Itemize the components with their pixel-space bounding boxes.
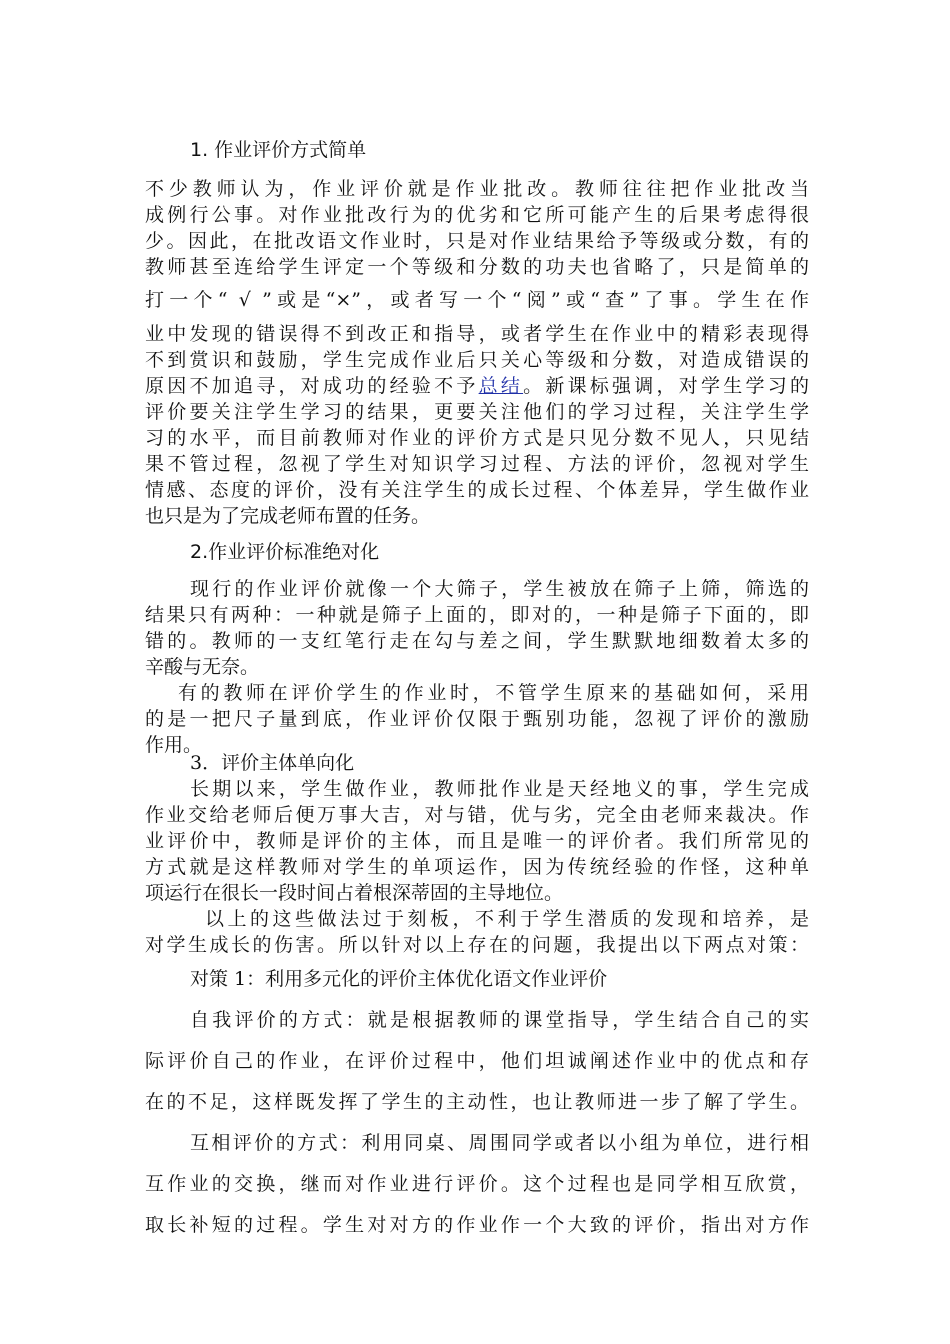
paragraph-line: 项运行在很长一段时间占着根深蒂固的主导地位。 [145, 882, 564, 904]
paragraph-line: 对学生成长的伤害。所以针对以上存在的问题，我提出以下两点对策： [145, 934, 809, 956]
paragraph-line: 成例行公事。对作业批改行为的优劣和它所可能产生的后果考虑得很 [145, 204, 809, 226]
paragraph-line: 作业交给老师后便万事大吉，对与错，优与劣，完全由老师来裁决。作 [145, 804, 809, 826]
paragraph-line: 不到赏识和鼓励，学生完成作业后只关心等级和分数，对造成错误的 [145, 349, 809, 371]
paragraph-line: 打一个“ √ ”或是“×”，或者写一个“阅”或“查”了事。学生在作 [145, 289, 809, 311]
paragraph-line: 业中发现的错误得不到改正和指导，或者学生在作业中的精彩表现得 [145, 323, 809, 345]
paragraph-line: 际评价自己的作业，在评价过程中，他们坦诚阐述作业中的优点和存 [145, 1050, 809, 1072]
section-3-heading: 3．评价主体单向化 [190, 752, 355, 774]
paragraph-line: 果不管过程，忽视了学生对知识学习过程、方法的评价，忽视对学生 [145, 453, 809, 475]
paragraph-line: 现行的作业评价就像一个大筛子，学生被放在筛子上筛，筛选的 [190, 578, 809, 600]
paragraph-line: 在的不足，这样既发挥了学生的主动性，也让教师进一步了解了学生。 [145, 1091, 809, 1113]
text-segment: 原因不加追寻，对成功的经验不予 [145, 375, 479, 397]
paragraph-line: 的是一把尺子量到底，作业评价仅限于甄别功能，忽视了评价的激励 [145, 708, 809, 730]
paragraph-line: 有的教师在评价学生的作业时，不管学生原来的基础如何，采用 [178, 682, 809, 704]
paragraph-line: 作用。 [145, 734, 203, 756]
countermeasure-1-heading: 对策 1：利用多元化的评价主体优化语文作业评价 [190, 968, 608, 990]
paragraph-line: 也只是为了完成老师布置的任务。 [145, 505, 431, 527]
paragraph-line: 业评价中，教师是评价的主体，而且是唯一的评价者。我们所常见的 [145, 830, 809, 852]
paragraph-line: 互相评价的方式：利用同桌、周围同学或者以小组为单位，进行相 [190, 1132, 809, 1154]
text-segment: 。新课标强调，对学生学习的 [523, 375, 809, 397]
paragraph-line: 少。因此，在批改语文作业时，只是对作业结果给予等级或分数，有的 [145, 230, 809, 252]
paragraph-line: 互作业的交换，继而对作业进行评价。这个过程也是同学相互欣赏， [145, 1173, 809, 1195]
paragraph-line: 评价要关注学生学习的结果，更要关注他们的学习过程，关注学生学 [145, 401, 809, 423]
paragraph-line: 长期以来，学生做作业，教师批作业是天经地义的事，学生完成 [190, 778, 809, 800]
paragraph-line: 教师甚至连给学生评定一个等级和分数的功夫也省略了，只是简单的 [145, 256, 809, 278]
paragraph-line: 以上的这些做法过于刻板，不利于学生潜质的发现和培养，是 [205, 908, 809, 930]
paragraph-line: 方式就是这样教师对学生的单项运作，因为传统经验的作怪，这种单 [145, 856, 809, 878]
paragraph-line: 不少教师认为，作业评价就是作业批改。教师往往把作业批改当 [145, 178, 809, 200]
paragraph-line: 取长补短的过程。学生对对方的作业作一个大致的评价，指出对方作 [145, 1214, 809, 1236]
paragraph-line: 错的。教师的一支红笔行走在勾与差之间，学生默默地细数着太多的 [145, 630, 809, 652]
paragraph-line: 情感、态度的评价，没有关注学生的成长过程、个体差异，学生做作业 [145, 479, 809, 501]
summary-link[interactable]: 总结 [478, 375, 524, 397]
section-1-heading: 1. 作业评价方式简单 [190, 139, 367, 161]
paragraph-line: 习的水平，而目前教师对作业的评价方式是只见分数不见人，只见结 [145, 427, 809, 449]
paragraph-line: 自我评价的方式：就是根据教师的课堂指导，学生结合自己的实 [190, 1009, 809, 1031]
paragraph-line-with-link [145, 373, 809, 399]
section-2-heading: 2.作业评价标准绝对化 [190, 541, 380, 563]
paragraph-line: 辛酸与无奈。 [145, 656, 260, 678]
paragraph-line: 结果只有两种：一种就是筛子上面的，即对的，一种是筛子下面的，即 [145, 604, 809, 626]
